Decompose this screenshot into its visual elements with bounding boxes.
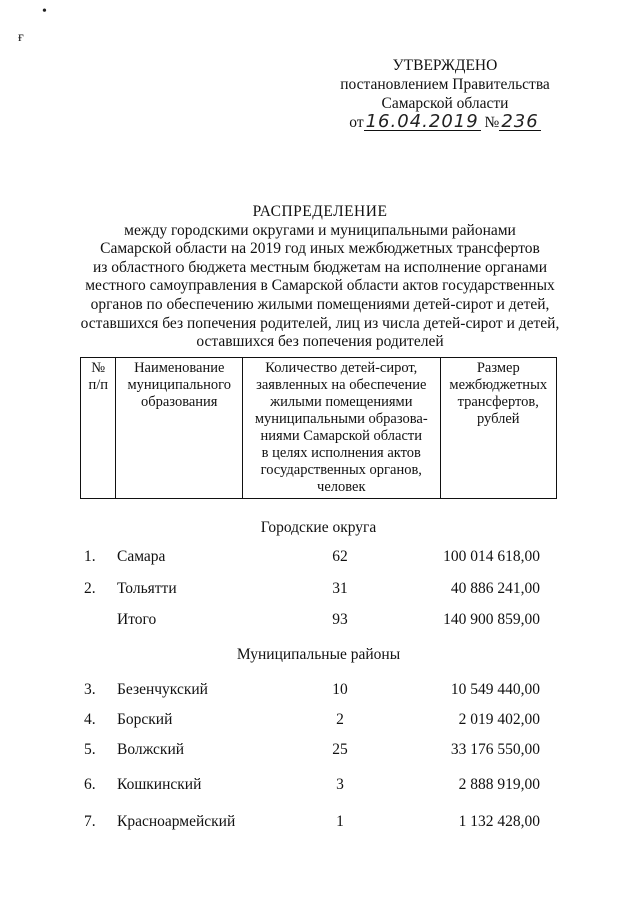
header-col-count — [243, 358, 440, 499]
row-name: Самара — [117, 548, 166, 565]
row-count: 93 — [332, 611, 348, 628]
title-line: Самарской области на 2019 год иных межбюджетных трансфертов — [100, 240, 540, 258]
table-row — [0, 680, 640, 700]
header-col-number — [81, 358, 116, 499]
row-name: Тольятти — [117, 580, 177, 597]
document-title — [60, 203, 580, 352]
title-line: из областного бюджета местным бюджетам на исполнение органами — [92, 258, 548, 276]
table-row — [0, 812, 640, 832]
header-text: Количество детей-сирот, — [265, 360, 418, 376]
header-col-amount — [440, 358, 556, 499]
title-line: оставшихся без попечения родителей, лиц из числа детей-сирот и детей, — [80, 314, 560, 332]
row-name: Волжский — [117, 741, 185, 758]
row-amount: 1 132 428,00 — [458, 813, 540, 830]
header-text: муниципального — [127, 377, 231, 393]
row-amount: 100 014 618,00 — [443, 548, 540, 565]
row-count: 2 — [336, 711, 344, 728]
row-amount: 33 176 550,00 — [450, 741, 540, 758]
header-text: муниципальными образова- — [254, 411, 428, 427]
table-row — [0, 740, 640, 760]
header-text: ниями Самарской области — [260, 428, 422, 444]
row-count: 3 — [336, 776, 344, 793]
row-number: 3. — [84, 681, 96, 698]
row-number: 4. — [84, 711, 96, 728]
header-text: государственных органов, — [260, 462, 422, 478]
number-prefix: № — [484, 114, 500, 131]
table-row — [0, 547, 640, 567]
table-row — [0, 775, 640, 795]
title-heading: РАСПРЕДЕЛЕНИЕ — [252, 203, 388, 220]
header-text: жилыми помещениями — [270, 394, 413, 410]
header-text: рублей — [476, 411, 520, 427]
row-name: Красноармейский — [117, 813, 236, 830]
header-text: межбюджетных — [449, 377, 548, 393]
header-col-name — [116, 358, 243, 499]
approval-line-1: постановлением Правительства — [340, 76, 550, 93]
table-header — [80, 357, 557, 499]
row-count: 1 — [336, 813, 344, 830]
row-number: 5. — [84, 741, 96, 758]
approval-date-line — [320, 113, 570, 132]
header-text: образования — [140, 394, 218, 410]
date-prefix: от — [349, 114, 364, 131]
header-text: заявленных на обеспечение — [256, 377, 427, 393]
header-text: Размер — [476, 360, 520, 376]
row-number: 7. — [84, 813, 96, 830]
approval-block — [320, 56, 570, 132]
approved-label: УТВЕРЖДЕНО — [392, 57, 498, 74]
row-name: Кошкинский — [117, 776, 202, 793]
table-row — [0, 710, 640, 730]
title-line: оставшихся без попечения родителей — [196, 333, 444, 351]
row-count: 10 — [332, 681, 348, 698]
row-name: Безенчукский — [117, 681, 208, 698]
title-line: между городскими округами и муниципальными районами — [124, 221, 516, 239]
header-text: Наименование — [134, 360, 225, 376]
row-number: 6. — [84, 776, 96, 793]
row-count: 25 — [332, 741, 348, 758]
header-text: п/п — [88, 377, 108, 393]
section-municipal-districts: Муниципальные районы — [236, 646, 401, 663]
header-text: в целях исполнения актов — [261, 445, 421, 461]
row-amount: 2 888 919,00 — [458, 776, 540, 793]
row-amount: 40 886 241,00 — [450, 580, 540, 597]
row-number: 1. — [84, 548, 96, 565]
approval-line-2: Самарской области — [381, 95, 509, 112]
row-name: Итого — [117, 611, 157, 628]
section-urban-districts: Городские округа — [260, 519, 377, 536]
table-row-total — [0, 610, 640, 630]
header-text: № — [91, 360, 106, 376]
table-row — [0, 579, 640, 599]
handwritten-date: 16.04.2019 — [365, 111, 479, 132]
row-name: Борский — [117, 711, 173, 728]
header-text: человек — [317, 479, 366, 495]
row-count: 62 — [332, 548, 348, 565]
row-count: 31 — [332, 580, 348, 597]
row-number: 2. — [84, 580, 96, 597]
corner-dot-mark: • — [42, 4, 47, 19]
title-line: местного самоуправления в Самарской области актов государственных — [85, 277, 555, 295]
handwritten-number: 236 — [501, 111, 539, 132]
title-line: органов по обеспечению жилыми помещениями детей-сирот и детей, — [90, 295, 550, 313]
corner-scribble-mark: ғ — [18, 30, 24, 45]
header-text: трансфертов, — [457, 394, 539, 410]
row-amount: 2 019 402,00 — [458, 711, 540, 728]
row-amount: 10 549 440,00 — [450, 681, 540, 698]
row-amount: 140 900 859,00 — [443, 611, 540, 628]
